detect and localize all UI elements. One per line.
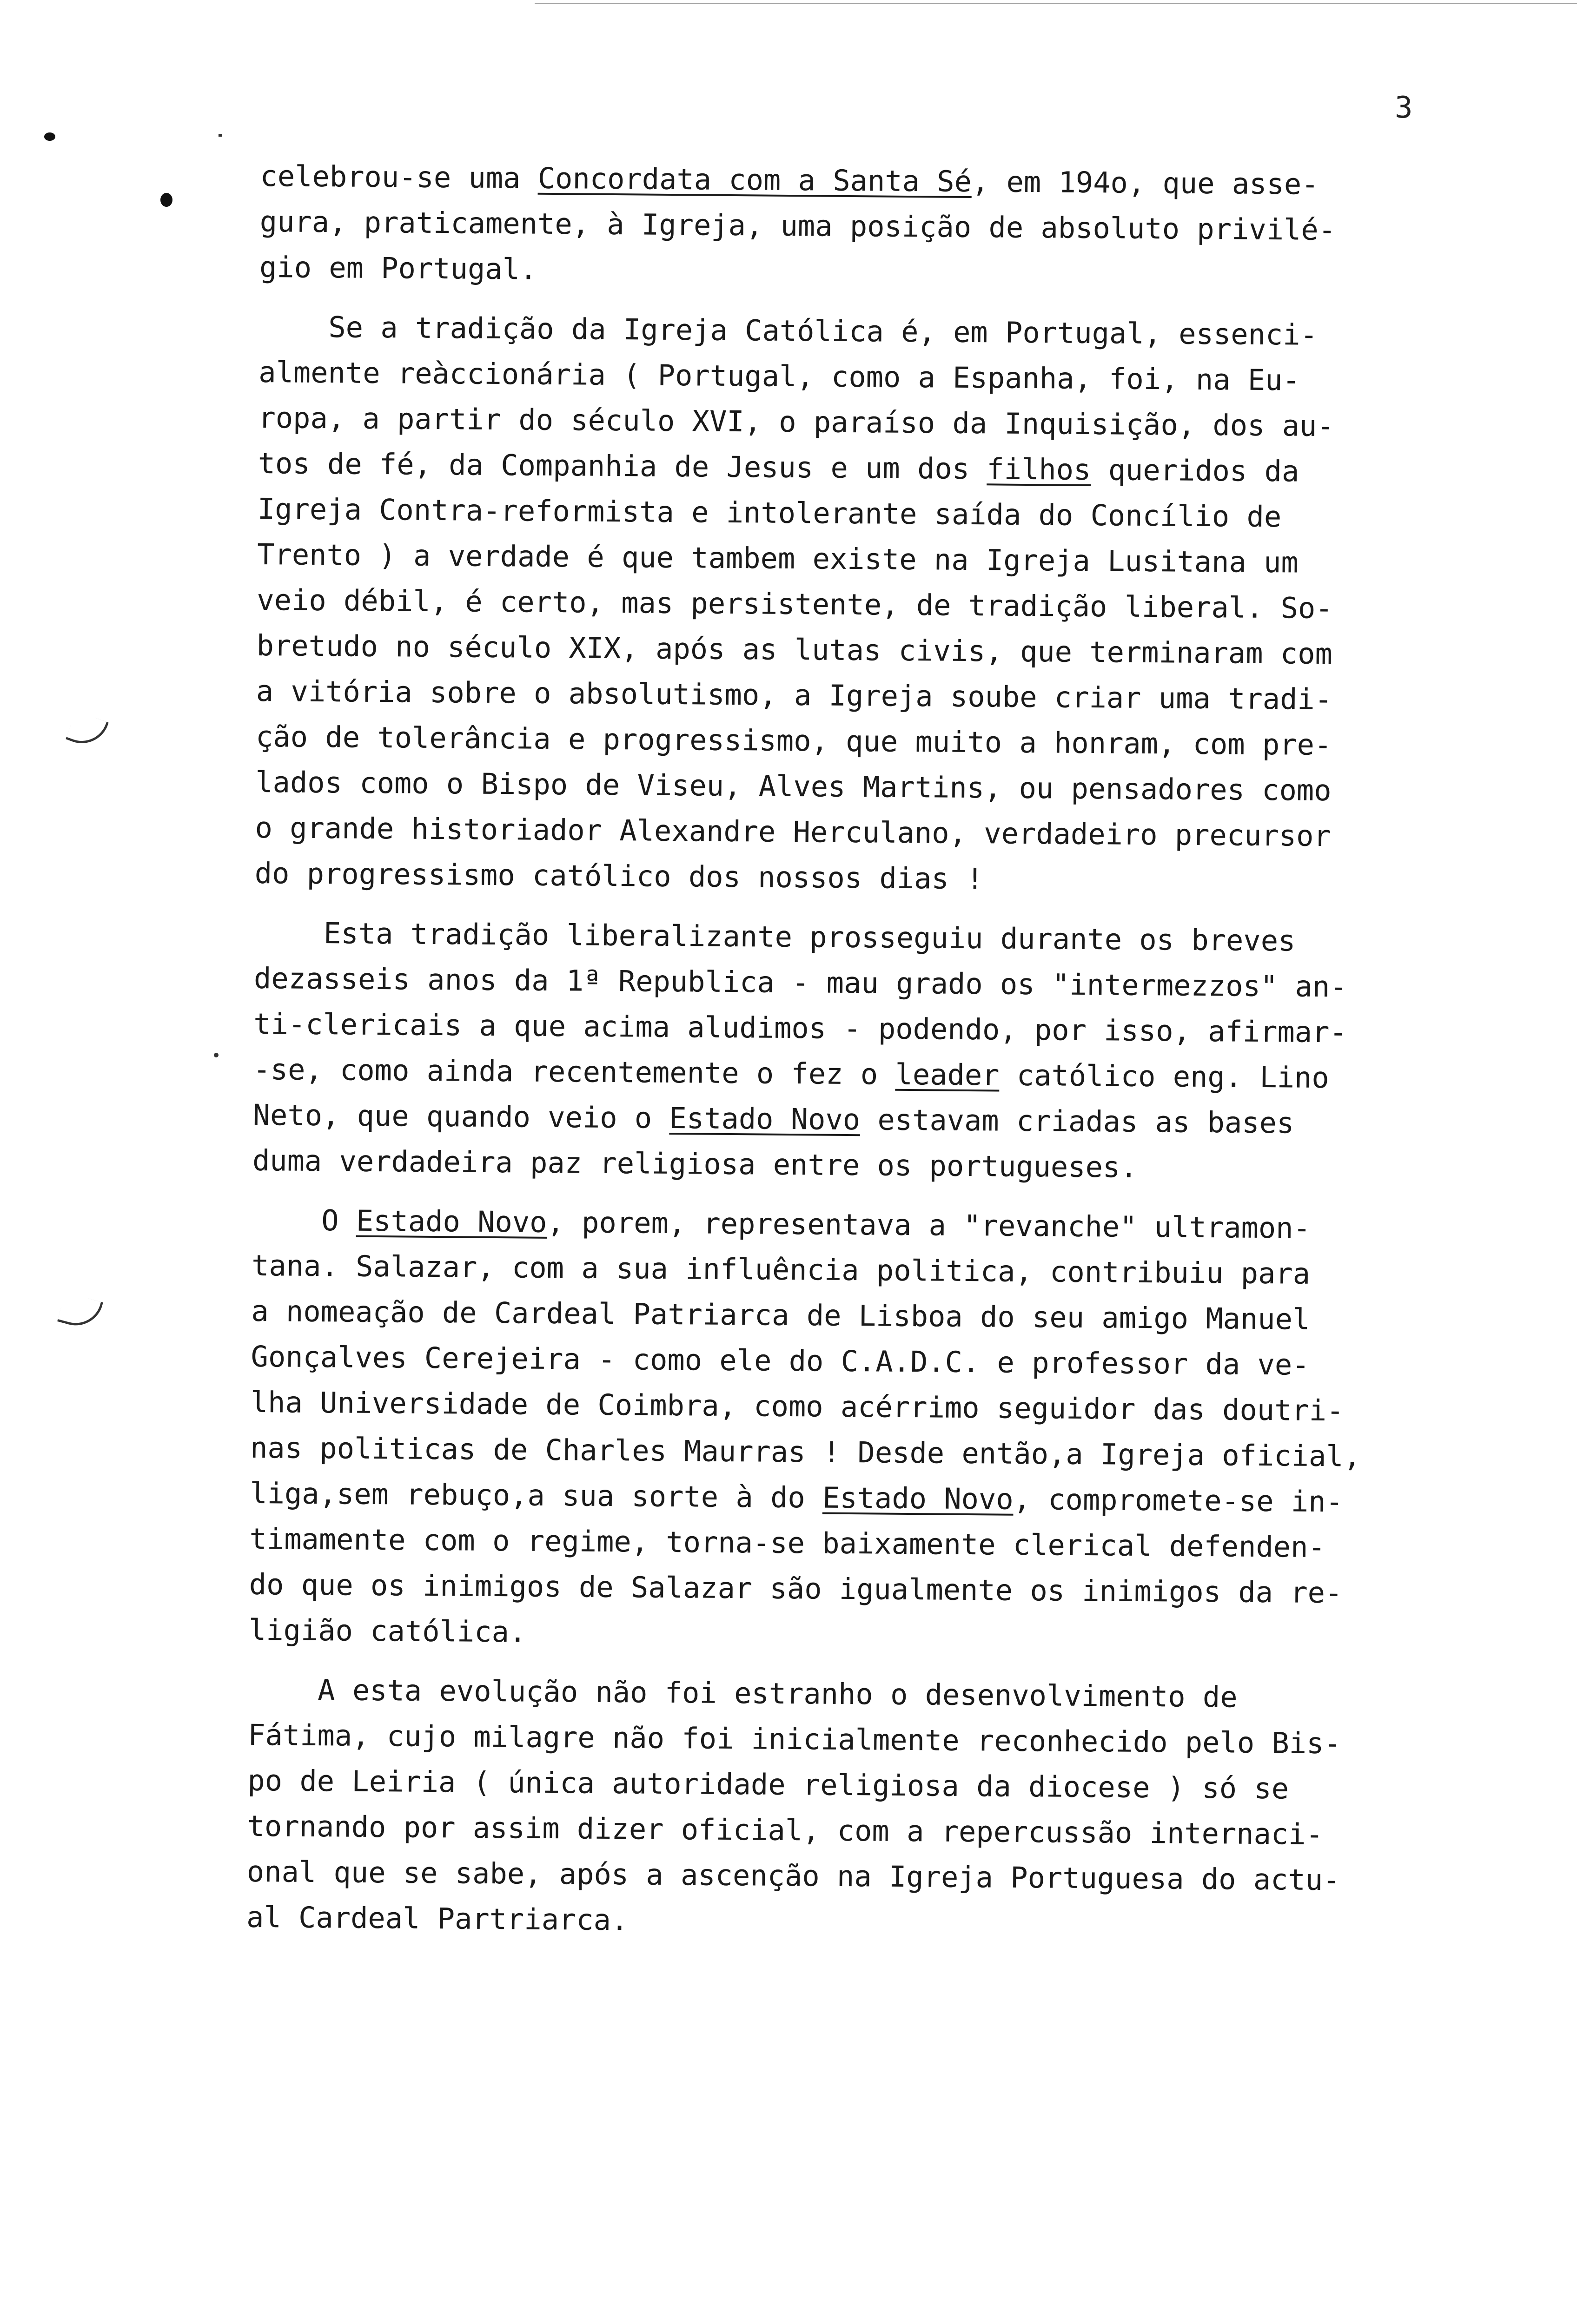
text-segment: timamente com o regime, torna-se baixamente clerical defenden- bbox=[249, 1521, 1326, 1565]
text-segment: almente reàccionária ( Portugal, como a Espanha, foi, na Eu- bbox=[258, 355, 1300, 397]
body-text bbox=[246, 153, 1516, 1950]
text-segment: nas politicas de Charles Maurras ! Desde então,a Igreja oficial, bbox=[250, 1430, 1361, 1473]
margin-arc-mark bbox=[66, 711, 109, 751]
text-segment: veio débil, é certo, mas persistente, de tradição liberal. So- bbox=[257, 582, 1333, 626]
text-segment: tos de fé, da Companhia de Jesus e um dos bbox=[258, 446, 987, 486]
text-segment: onal que se sabe, após a ascenção na Igreja Portuguesa do actu- bbox=[246, 1854, 1340, 1897]
text-segment: ção de tolerância e progressismo, que muito a honram, com pre- bbox=[255, 719, 1332, 762]
text-segment: Fátima, cujo milagre não foi inicialmente reconhecido pelo Bis- bbox=[247, 1717, 1342, 1761]
paragraph bbox=[254, 304, 1514, 906]
text-segment: celebrou-se uma bbox=[260, 158, 538, 195]
text-segment: Se a tradição da Igreja Católica é, em Portugal, essenci- bbox=[258, 309, 1318, 352]
paragraph bbox=[246, 1667, 1504, 1950]
scan-top-rule bbox=[535, 3, 1577, 4]
text-segment: , em 194o, que asse- bbox=[971, 165, 1319, 201]
underlined-text: Estado Novo bbox=[669, 1101, 861, 1137]
text-segment: -se, como ainda recentemente o fez o bbox=[253, 1052, 895, 1091]
text-segment: ropa, a partir do século XVI, o paraíso da Inquisição, dos au- bbox=[258, 400, 1335, 443]
paragraph bbox=[252, 910, 1510, 1193]
text-segment: Gonçalves Cerejeira - como ele do C.A.D.C. e professor da ve- bbox=[251, 1339, 1310, 1382]
margin-mark bbox=[160, 193, 172, 207]
text-segment: lha Universidade de Coimbra, como acérrimo seguidor das doutri- bbox=[250, 1385, 1344, 1428]
text-segment: tana. Salazar, com a sua influência politica, contribuiu para bbox=[251, 1248, 1311, 1291]
text-segment: , compromete-se in- bbox=[1013, 1482, 1344, 1519]
text-segment: estavam criadas as bases bbox=[860, 1103, 1294, 1140]
text-segment: A esta evolução não foi estranho o desenvolvimento de bbox=[248, 1672, 1238, 1714]
text-segment: gura, praticamente, à Igreja, uma posição de absoluto privilé- bbox=[259, 204, 1336, 247]
text-segment: al Cardeal Partriarca. bbox=[246, 1900, 629, 1937]
text-segment: O bbox=[252, 1202, 357, 1238]
text-segment: do progressismo católico dos nossos dias ! bbox=[254, 856, 984, 896]
text-segment: queridos da bbox=[1091, 453, 1299, 489]
text-segment: Trento ) a verdade é que tambem existe na Igreja Lusitana um bbox=[257, 537, 1299, 580]
text-segment: a vitória sobre o absolutismo, a Igreja soube criar uma tradi- bbox=[256, 673, 1332, 717]
text-segment: Igreja Contra-reformista e intolerante saída do Concílio de bbox=[257, 491, 1282, 534]
text-segment: Esta tradição liberalizante prosseguiu durante os breves bbox=[254, 915, 1296, 958]
underlined-text: leader bbox=[895, 1057, 1000, 1092]
text-segment: o grande historiador Alexandre Herculano, verdadeiro precursor bbox=[255, 810, 1332, 853]
paragraph bbox=[259, 153, 1516, 300]
text-segment: po de Leiria ( única autoridade religiosa da diocese ) só se bbox=[247, 1763, 1289, 1806]
underlined-text: Estado Novo bbox=[822, 1480, 1014, 1516]
text-segment: do que os inimigos de Salazar são igualmente os inimigos da re- bbox=[249, 1567, 1343, 1610]
text-segment: duma verdadeira paz religiosa entre os portugueses. bbox=[252, 1143, 1138, 1184]
text-segment: liga,sem rebuço,a sua sorte à do bbox=[250, 1476, 823, 1515]
margin-mark bbox=[44, 132, 55, 141]
text-segment: ti-clericais a que acima aludimos - podendo, por isso, afirmar- bbox=[253, 1006, 1347, 1050]
text-segment: , porem, representava a "revanche" ultramon- bbox=[547, 1205, 1311, 1245]
margin-mark bbox=[219, 134, 222, 137]
underlined-text: Concordata com a Santa Sé bbox=[537, 161, 972, 199]
paragraph bbox=[249, 1197, 1508, 1663]
margin-arc-mark bbox=[57, 1292, 103, 1332]
text-segment: católico eng. Lino bbox=[999, 1058, 1330, 1095]
text-segment: tornando por assim dizer oficial, com a repercussão internaci- bbox=[247, 1809, 1324, 1852]
text-segment: Neto, que quando veio o bbox=[252, 1097, 669, 1135]
text-segment: ligião católica. bbox=[248, 1612, 527, 1649]
text-segment: dezasseis anos da 1ª Republica - mau grado os "intermezzos" an- bbox=[253, 961, 1347, 1004]
text-segment: a nomeação de Cardeal Patriarca de Lisboa do seu amigo Manuel bbox=[251, 1294, 1310, 1336]
text-segment: gio em Portugal. bbox=[259, 250, 537, 286]
underlined-text: Estado Novo bbox=[356, 1203, 547, 1239]
text-segment: bretudo no século XIX, após as lutas civis, que terminaram com bbox=[256, 628, 1333, 671]
page-number: 3 bbox=[1395, 91, 1413, 125]
underlined-text: filhos bbox=[987, 452, 1091, 487]
text-segment: lados como o Bispo de Viseu, Alves Martins, ou pensadores como bbox=[255, 765, 1332, 808]
margin-mark bbox=[214, 1053, 219, 1057]
